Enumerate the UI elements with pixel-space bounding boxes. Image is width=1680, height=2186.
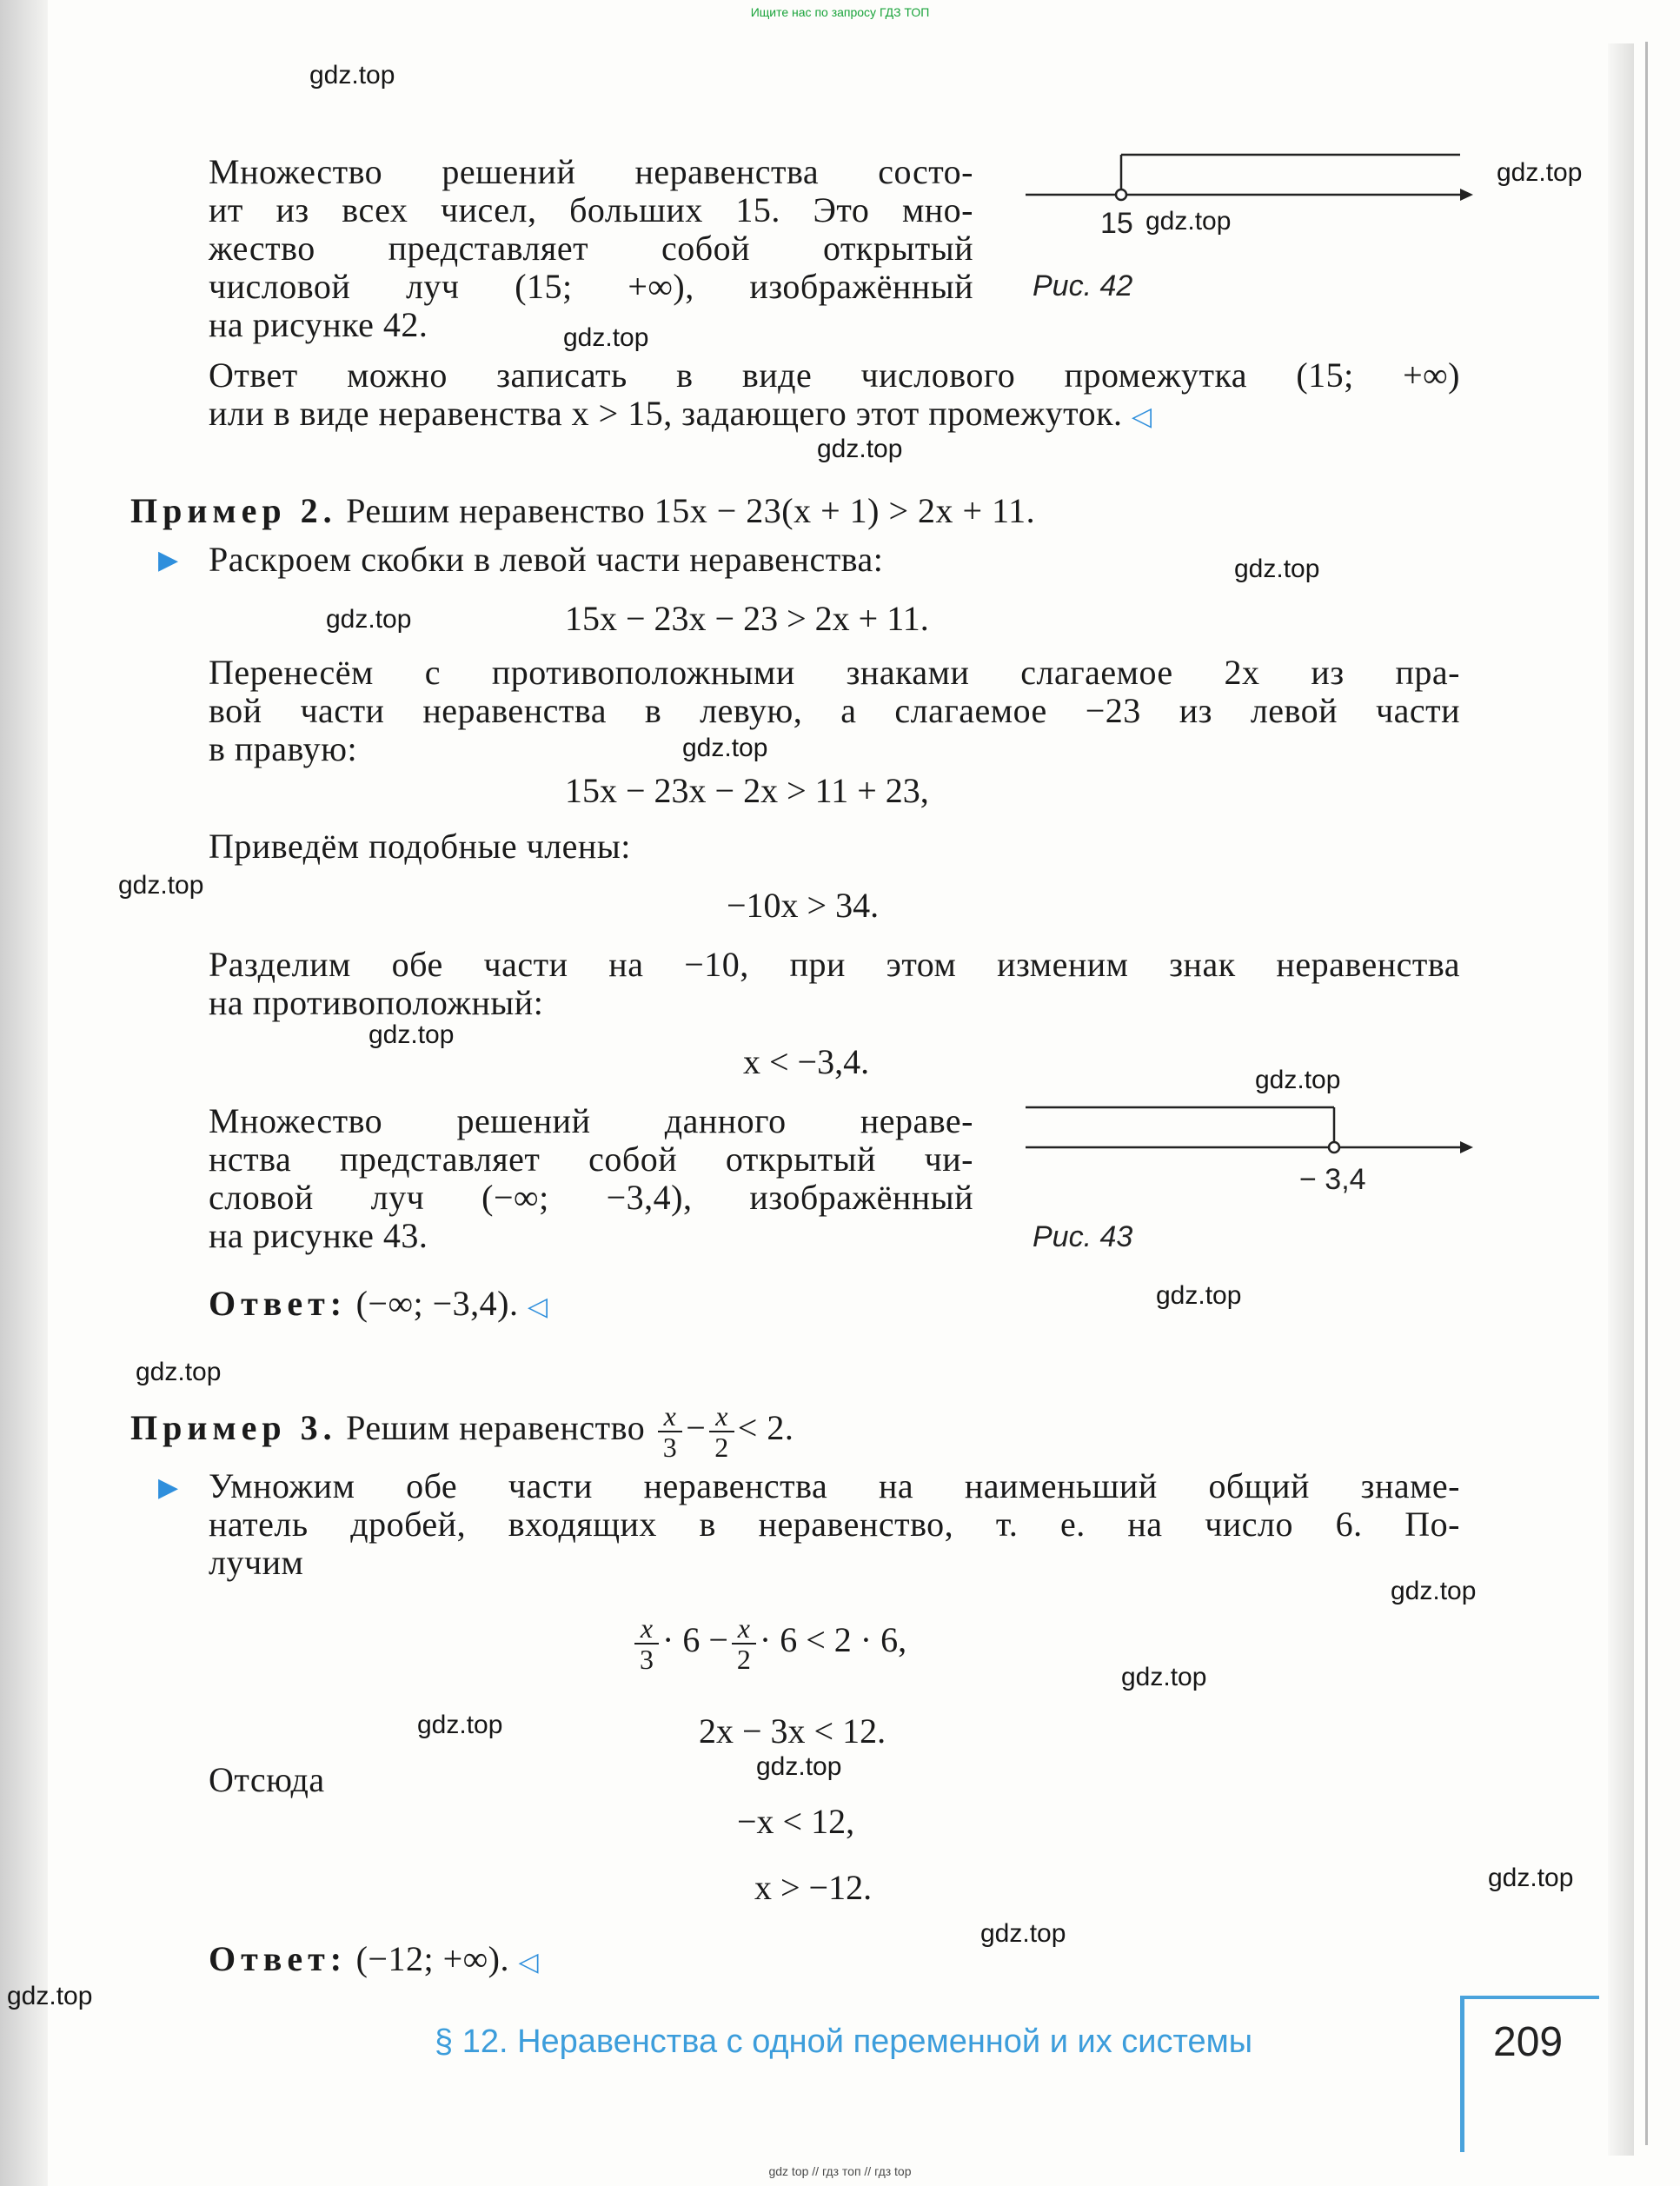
example-label: Пример 3. xyxy=(130,1408,337,1448)
figure-43-number-line xyxy=(1026,1093,1477,1180)
denominator: 3 xyxy=(662,1432,678,1463)
step-text xyxy=(209,654,1460,768)
equation: −x < 12, xyxy=(737,1802,855,1841)
watermark: gdz.top xyxy=(980,1919,1066,1948)
watermark: gdz.top xyxy=(1234,555,1320,583)
example-label: Пример 2. xyxy=(130,491,337,530)
watermark: gdz.top xyxy=(1145,207,1232,236)
text-line: словой луч (−∞; −3,4), изображённый xyxy=(209,1178,973,1217)
text-line xyxy=(209,395,1460,436)
text-line: лучим xyxy=(209,1543,304,1582)
text-line: числовой луч (15; +∞), изображённый xyxy=(209,267,973,306)
example-statement: Решим неравенство 15x − 23(x + 1) > 2x + 11. xyxy=(346,491,1036,530)
paragraph-solution-set xyxy=(209,153,973,344)
text-line: ит из всех чисел, больших 15. Это мно- xyxy=(209,190,973,229)
text-line: Перенесём с противоположными знаками слагаемое 2x из пра- xyxy=(209,653,1460,692)
watermark: gdz.top xyxy=(1497,158,1583,187)
equation: 15x − 23x − 23 > 2x + 11. xyxy=(565,599,929,638)
figure-42-caption: Рис. 42 xyxy=(1033,269,1133,302)
numerator: x xyxy=(658,1401,683,1432)
step-text: Приведём подобные члены: xyxy=(209,827,631,866)
numerator: x xyxy=(634,1613,659,1644)
figure-43-caption: Рис. 43 xyxy=(1033,1220,1133,1253)
page-edge-shadow xyxy=(0,0,48,2186)
text-line: нства представляет собой открытый чи- xyxy=(209,1140,973,1179)
denominator: 2 xyxy=(714,1432,729,1463)
text-line: на рисунке 42. xyxy=(209,305,428,344)
example-2-answer xyxy=(209,1285,548,1326)
page-number-frame xyxy=(1460,1996,1464,2152)
equation: $\frac{x}{3}$ · 6 − $\frac{x}{2}$ · 6 < 2 · 6, xyxy=(631,1613,906,1674)
text-line: Умножим обе части неравенства на наименьший общий знаме- xyxy=(209,1466,1460,1505)
watermark: gdz.top xyxy=(817,435,903,463)
end-triangle-icon: ◁ xyxy=(527,1292,548,1322)
step-text xyxy=(209,1467,1460,1582)
text-line: в правую: xyxy=(209,729,358,768)
top-banner: Ищите нас по запросу ГДЗ ТОП xyxy=(750,5,930,19)
text-line: на противоположный: xyxy=(209,983,544,1022)
answer-value: (−∞; −3,4). xyxy=(355,1284,519,1323)
text-line: Множество решений неравенства состо- xyxy=(209,152,973,191)
watermark: gdz.top xyxy=(417,1711,503,1739)
denominator: 3 xyxy=(640,1644,654,1675)
example-statement: Решим неравенство xyxy=(346,1408,646,1448)
fraction-x-over-2 xyxy=(709,1401,734,1462)
watermark: gdz.top xyxy=(682,734,768,762)
example-3-heading: Пример 3. Решим неравенство $\frac{x}{3}$ − $\frac{x}{2}$ < 2. xyxy=(130,1400,794,1463)
watermark: gdz.top xyxy=(1255,1066,1341,1094)
page-right-edge xyxy=(1608,43,1634,2156)
text-line: Множество решений данного нераве- xyxy=(209,1101,973,1140)
numerator: x xyxy=(732,1613,756,1644)
answer-value: (−12; +∞). xyxy=(355,1939,509,1978)
start-triangle-icon: ▶ xyxy=(158,1472,179,1503)
fraction-x-over-3 xyxy=(658,1401,683,1462)
equation: −10x > 34. xyxy=(727,886,880,925)
text-line: Разделим обе части на −10, при этом изменим знак неравенства xyxy=(209,945,1460,984)
equation-tail: · 6 < 2 · 6, xyxy=(759,1620,907,1660)
text-line: натель дробей, входящих в неравенство, т. е. на число 6. По- xyxy=(209,1505,1460,1544)
example-2-heading xyxy=(130,492,1035,530)
watermark: gdz.top xyxy=(309,61,395,90)
numerator: x xyxy=(709,1401,734,1432)
answer-label: Ответ: xyxy=(209,1939,348,1978)
watermark: gdz.top xyxy=(7,1982,93,2010)
step-text xyxy=(209,1102,973,1255)
equation: x < −3,4. xyxy=(743,1042,870,1081)
equation: 15x − 23x − 2x > 11 + 23, xyxy=(565,771,929,810)
denominator: 2 xyxy=(736,1644,751,1675)
step-text: Раскроем скобки в левой части неравенства: xyxy=(209,540,884,579)
step-text: Отсюда xyxy=(209,1760,325,1799)
text-line: Ответ можно записать в виде числового промежутка (15; +∞) xyxy=(209,355,1460,395)
paragraph-answer-form xyxy=(209,356,1460,436)
bottom-banner: gdz top // гдз топ // гдз top xyxy=(768,2164,912,2178)
watermark: gdz.top xyxy=(118,871,204,900)
inequality-tail: < 2. xyxy=(737,1408,794,1448)
watermark: gdz.top xyxy=(136,1358,222,1386)
page-number-frame xyxy=(1460,1996,1599,1999)
fraction-x-over-3 xyxy=(634,1613,659,1674)
figure-42-number-line xyxy=(1026,148,1477,252)
answer-label: Ответ: xyxy=(209,1284,348,1323)
figure-42-point-label: 15 xyxy=(1100,207,1133,240)
figure-43-point-label: − 3,4 xyxy=(1299,1163,1366,1196)
watermark: gdz.top xyxy=(1156,1281,1242,1310)
watermark: gdz.top xyxy=(1391,1577,1477,1605)
example-3-answer xyxy=(209,1940,539,1982)
text-line: жество представляет собой открытый xyxy=(209,229,973,268)
equation: x > −12. xyxy=(754,1868,873,1907)
step-text xyxy=(209,946,1460,1022)
end-triangle-icon: ◁ xyxy=(1132,402,1152,432)
end-triangle-icon: ◁ xyxy=(518,1947,540,1977)
watermark: gdz.top xyxy=(1121,1663,1207,1691)
fraction-x-over-2 xyxy=(732,1613,756,1674)
equation: 2x − 3x < 12. xyxy=(699,1711,886,1751)
text-line: вой части неравенства в левую, а слагаемое −23 из левой части xyxy=(209,691,1460,730)
start-triangle-icon: ▶ xyxy=(158,545,179,575)
watermark: gdz.top xyxy=(563,323,649,352)
watermark: gdz.top xyxy=(369,1020,455,1049)
text-content: или в виде неравенства x > 15, задающего этот промежуток. xyxy=(209,394,1123,433)
watermark: gdz.top xyxy=(1488,1864,1574,1892)
watermark: gdz.top xyxy=(326,605,412,634)
page-fold-line xyxy=(1645,42,1648,2145)
watermark: gdz.top xyxy=(756,1752,842,1781)
page-number: 209 xyxy=(1493,2019,1564,2065)
text-line: на рисунке 43. xyxy=(209,1216,428,1255)
section-title: § 12. Неравенства с одной переменной и их системы xyxy=(435,2023,1253,2060)
